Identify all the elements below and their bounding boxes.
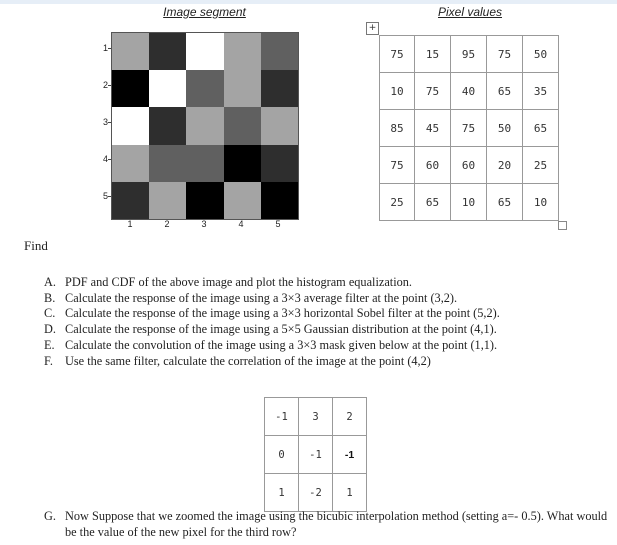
- x-tick-2: 2: [164, 219, 170, 229]
- image-pixel: [224, 107, 261, 144]
- list-marker: B.: [44, 290, 56, 305]
- list-item: [44, 275, 614, 291]
- mask-cell[interactable]: 0: [265, 436, 299, 474]
- table-row: [265, 474, 367, 512]
- list-item: [44, 291, 614, 307]
- list-item-text: Calculate the response of the image using a 5×5 Gaussian distribution at the point (4,1).: [65, 322, 497, 337]
- pixel-cell[interactable]: 65: [487, 73, 523, 110]
- y-tick-1: 1: [102, 43, 108, 53]
- table-row: [380, 36, 559, 73]
- find-heading: Find: [24, 238, 48, 253]
- list-item: [44, 338, 614, 354]
- pixel-cell[interactable]: 25: [380, 184, 415, 221]
- task-list: [44, 275, 614, 369]
- pixel-cell[interactable]: 10: [523, 184, 559, 221]
- pixel-cell[interactable]: 10: [451, 184, 487, 221]
- list-marker: F.: [44, 353, 53, 368]
- image-pixel: [186, 70, 223, 107]
- y-tick-4: 4: [102, 154, 108, 164]
- pixel-cell[interactable]: 65: [523, 110, 559, 147]
- image-pixel: [149, 33, 186, 70]
- pixel-cell[interactable]: 15: [415, 36, 451, 73]
- image-pixel: [149, 182, 186, 219]
- image-pixel: [149, 145, 186, 182]
- image-pixel: [112, 145, 149, 182]
- image-pixel: [224, 33, 261, 70]
- mask-cell[interactable]: -1: [299, 436, 333, 474]
- list-marker: G.: [44, 509, 56, 523]
- list-item-text: Calculate the convolution of the image using a 3×3 mask given below at the point (1,1).: [65, 337, 498, 352]
- table-row: [380, 147, 559, 184]
- mask-cell[interactable]: 3: [299, 398, 333, 436]
- image-pixel: [112, 33, 149, 70]
- list-marker: E.: [44, 337, 55, 352]
- pixel-cell[interactable]: 75: [451, 110, 487, 147]
- y-tick-2: 2: [102, 80, 108, 90]
- mask-cell[interactable]: 1: [333, 474, 367, 512]
- mask-cell[interactable]: -1: [265, 398, 299, 436]
- image-x-axis: [112, 219, 298, 233]
- image-pixel: [224, 145, 261, 182]
- pixel-cell[interactable]: 20: [487, 147, 523, 184]
- image-segment-grid: [112, 33, 298, 219]
- pixel-cell[interactable]: 40: [451, 73, 487, 110]
- list-item-text: Calculate the response of the image using a 3×3 average filter at the point (3,2).: [65, 290, 458, 305]
- image-pixel: [149, 70, 186, 107]
- pixel-cell[interactable]: 75: [380, 147, 415, 184]
- list-item: [44, 322, 614, 338]
- image-pixel: [261, 33, 298, 70]
- pixel-cell[interactable]: 75: [487, 36, 523, 73]
- image-pixel: [261, 107, 298, 144]
- table-resize-handle[interactable]: [558, 221, 567, 230]
- pixel-cell[interactable]: 10: [380, 73, 415, 110]
- image-pixel: [261, 145, 298, 182]
- pixel-cell[interactable]: 75: [415, 73, 451, 110]
- image-pixel: [224, 70, 261, 107]
- image-pixel: [186, 33, 223, 70]
- list-item-text: Calculate the response of the image using a 3×3 horizontal Sobel filter at the point (5,2).: [65, 306, 500, 321]
- mask-cell[interactable]: 1: [265, 474, 299, 512]
- list-marker: D.: [44, 322, 56, 337]
- table-row: [380, 110, 559, 147]
- pixel-cell[interactable]: 60: [451, 147, 487, 184]
- pixel-cell[interactable]: 60: [415, 147, 451, 184]
- list-item-text: Now Suppose that we zoomed the image using the bicubic interpolation method (setting a=- 0.5). What would be the value of the new pixel for the third row?: [65, 509, 608, 539]
- pixel-cell[interactable]: 50: [523, 36, 559, 73]
- image-pixel: [149, 107, 186, 144]
- image-pixel: [112, 70, 149, 107]
- pixel-cell[interactable]: 50: [487, 110, 523, 147]
- list-item-text: PDF and CDF of the above image and plot the histogram equalization.: [65, 275, 412, 289]
- x-tick-4: 4: [238, 219, 244, 229]
- task-g: [44, 509, 614, 540]
- pixel-cell[interactable]: 95: [451, 36, 487, 73]
- image-pixel: [186, 107, 223, 144]
- list-marker: C.: [44, 306, 56, 321]
- pixel-cell[interactable]: 35: [523, 73, 559, 110]
- table-row: [380, 184, 559, 221]
- image-y-axis: [96, 33, 112, 219]
- x-tick-1: 1: [127, 219, 133, 229]
- list-item: [44, 354, 614, 370]
- list-item: [44, 306, 614, 322]
- image-pixel: [261, 182, 298, 219]
- image-pixel: [112, 107, 149, 144]
- filter-mask-table: [264, 397, 367, 512]
- y-tick-5: 5: [102, 191, 108, 201]
- pixel-cell[interactable]: 85: [380, 110, 415, 147]
- mask-cell[interactable]: -2: [299, 474, 333, 512]
- pixel-cell[interactable]: 65: [415, 184, 451, 221]
- table-row: [265, 436, 367, 474]
- pixel-cell[interactable]: 25: [523, 147, 559, 184]
- image-pixel: [112, 182, 149, 219]
- y-tick-3: 3: [102, 117, 108, 127]
- mask-cell[interactable]: -1: [333, 436, 367, 474]
- table-row: [380, 73, 559, 110]
- list-item-text: Use the same filter, calculate the correlation of the image at the point (4,2): [65, 353, 431, 368]
- image-pixel: [186, 145, 223, 182]
- image-pixel: [224, 182, 261, 219]
- image-segment-title: Image segment: [163, 5, 246, 19]
- table-row: [265, 398, 367, 436]
- top-bar: [0, 0, 617, 4]
- image-pixel: [186, 182, 223, 219]
- x-tick-3: 3: [201, 219, 207, 229]
- pixel-values-table: [379, 35, 559, 221]
- list-marker: A.: [44, 275, 56, 289]
- pixel-cell[interactable]: 65: [487, 184, 523, 221]
- pixel-values-title: Pixel values: [437, 5, 503, 19]
- pixel-cell[interactable]: 45: [415, 110, 451, 147]
- x-tick-5: 5: [275, 219, 281, 229]
- table-move-handle-icon[interactable]: +: [366, 22, 379, 35]
- pixel-cell[interactable]: 75: [380, 36, 415, 73]
- mask-cell[interactable]: 2: [333, 398, 367, 436]
- image-pixel: [261, 70, 298, 107]
